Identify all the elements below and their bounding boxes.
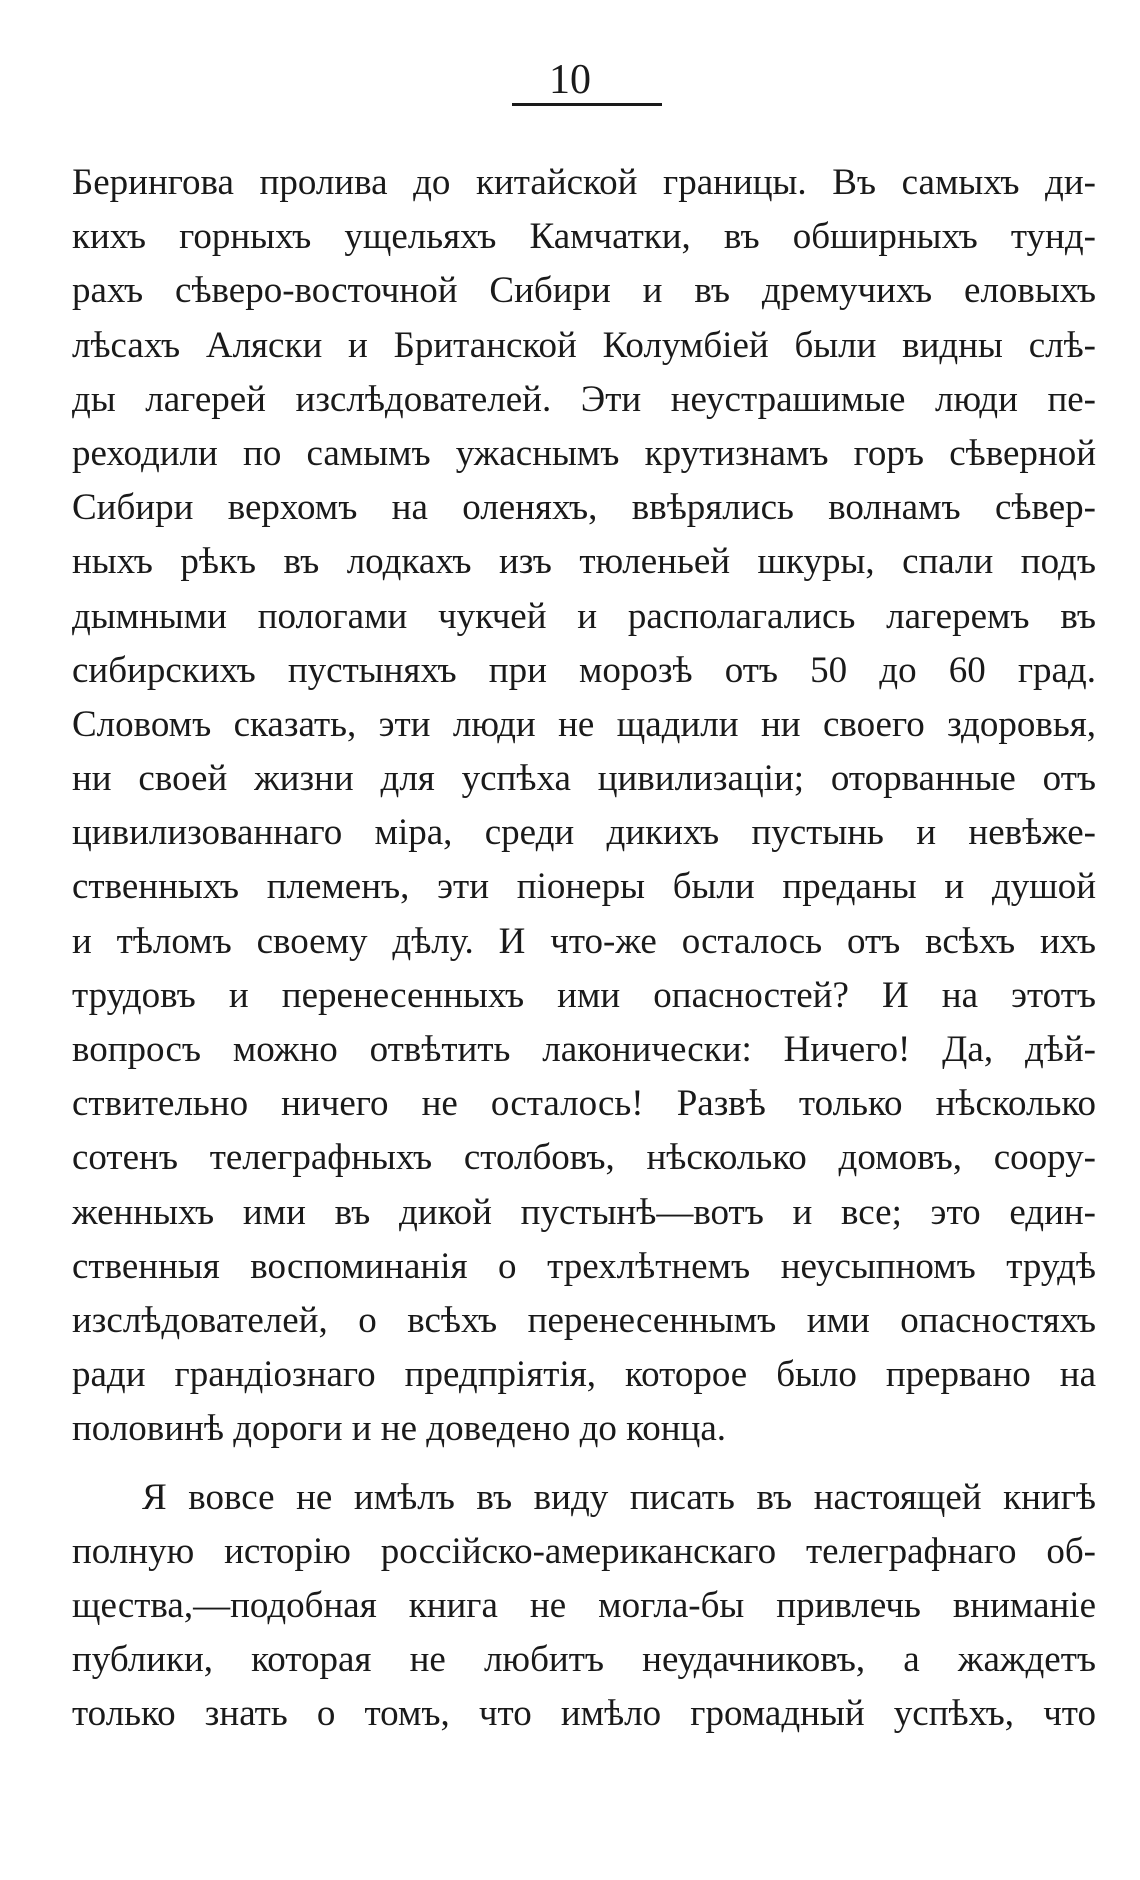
text-line: только знать о томъ, что имѣло громадный успѣхъ, что [72, 1693, 1096, 1735]
text-line: цивилизованнаго міра, среди дикихъ пустынь и невѣже- [72, 812, 1096, 854]
text-line: рахъ сѣверо-восточной Сибири и въ дремучихъ еловыхъ [72, 270, 1096, 312]
text-line: женныхъ ими въ дикой пустынѣ—вотъ и все; это един- [72, 1191, 1096, 1233]
text-line: сотенъ телеграфныхъ столбовъ, нѣсколько домовъ, соору- [72, 1137, 1096, 1179]
text-line: ныхъ рѣкъ въ лодкахъ изъ тюленьей шкуры, спали подъ [72, 541, 1096, 583]
text-line: полную исторію россійско-американскаго телеграфнаго об- [72, 1530, 1096, 1572]
text-line: лѣсахъ Аляски и Британской Колумбіей были видны слѣ- [72, 324, 1096, 366]
body-text [72, 156, 1096, 1741]
text-line: Берингова пролива до китайской границы. Въ самыхъ ди- [72, 162, 1096, 203]
text-line: и тѣломъ своему дѣлу. И что-же осталось отъ всѣхъ ихъ [72, 920, 1096, 962]
text-line: Я вовсе не имѣлъ въ виду писать въ настоящей книгѣ [142, 1476, 1096, 1518]
text-line: сибирскихъ пустыняхъ при морозѣ отъ 50 до 60 град. [72, 649, 1096, 691]
paragraph [72, 1471, 1096, 1742]
text-line: трудовъ и перенесенныхъ ими опасностей? И на этотъ [72, 974, 1096, 1016]
text-line: ни своей жизни для успѣха цивилизаціи; оторванные отъ [72, 758, 1096, 800]
paragraph [72, 156, 1096, 1457]
text-line: кихъ горныхъ ущельяхъ Камчатки, въ обширныхъ тунд- [72, 216, 1096, 258]
text-line: Словомъ сказать, эти люди не щадили ни своего здоровья, [72, 703, 1096, 745]
text-line: ствительно ничего не осталось! Развѣ только нѣсколько [72, 1083, 1096, 1125]
text-line: ственныя воспоминанія о трехлѣтнемъ неусыпномъ трудѣ [72, 1245, 1096, 1287]
text-line: Сибири верхомъ на оленяхъ, ввѣрялись волнамъ сѣвер- [72, 487, 1096, 529]
text-line: реходили по самымъ ужаснымъ крутизнамъ горъ сѣверной [72, 432, 1096, 474]
page-number: 10 [549, 57, 591, 103]
text-line: ради грандіознаго предпріятія, которое было прервано на [72, 1354, 1096, 1396]
text-line: вопросъ можно отвѣтить лаконически: Ничего! Да, дѣй- [72, 1029, 1096, 1070]
paragraph-gap [72, 1457, 1096, 1471]
text-line: ды лагерей изслѣдователей. Эти неустрашимые люди пе- [72, 378, 1096, 420]
text-line: дымными пологами чукчей и располагались лагеремъ въ [72, 595, 1096, 637]
text-line: ственныхъ племенъ, эти піонеры были преданы и душой [72, 866, 1096, 908]
text-line: щества,—подобная книга не могла-бы привлечь вниманіе [72, 1584, 1096, 1626]
page-number-rule [512, 103, 662, 106]
text-line: изслѣдователей, о всѣхъ перенесеннымъ ими опасностяхъ [72, 1299, 1096, 1341]
text-line: публики, которая не любитъ неудачниковъ, а жаждетъ [72, 1639, 1096, 1681]
text-line: половинѣ дороги и не доведено до конца. [72, 1408, 727, 1450]
